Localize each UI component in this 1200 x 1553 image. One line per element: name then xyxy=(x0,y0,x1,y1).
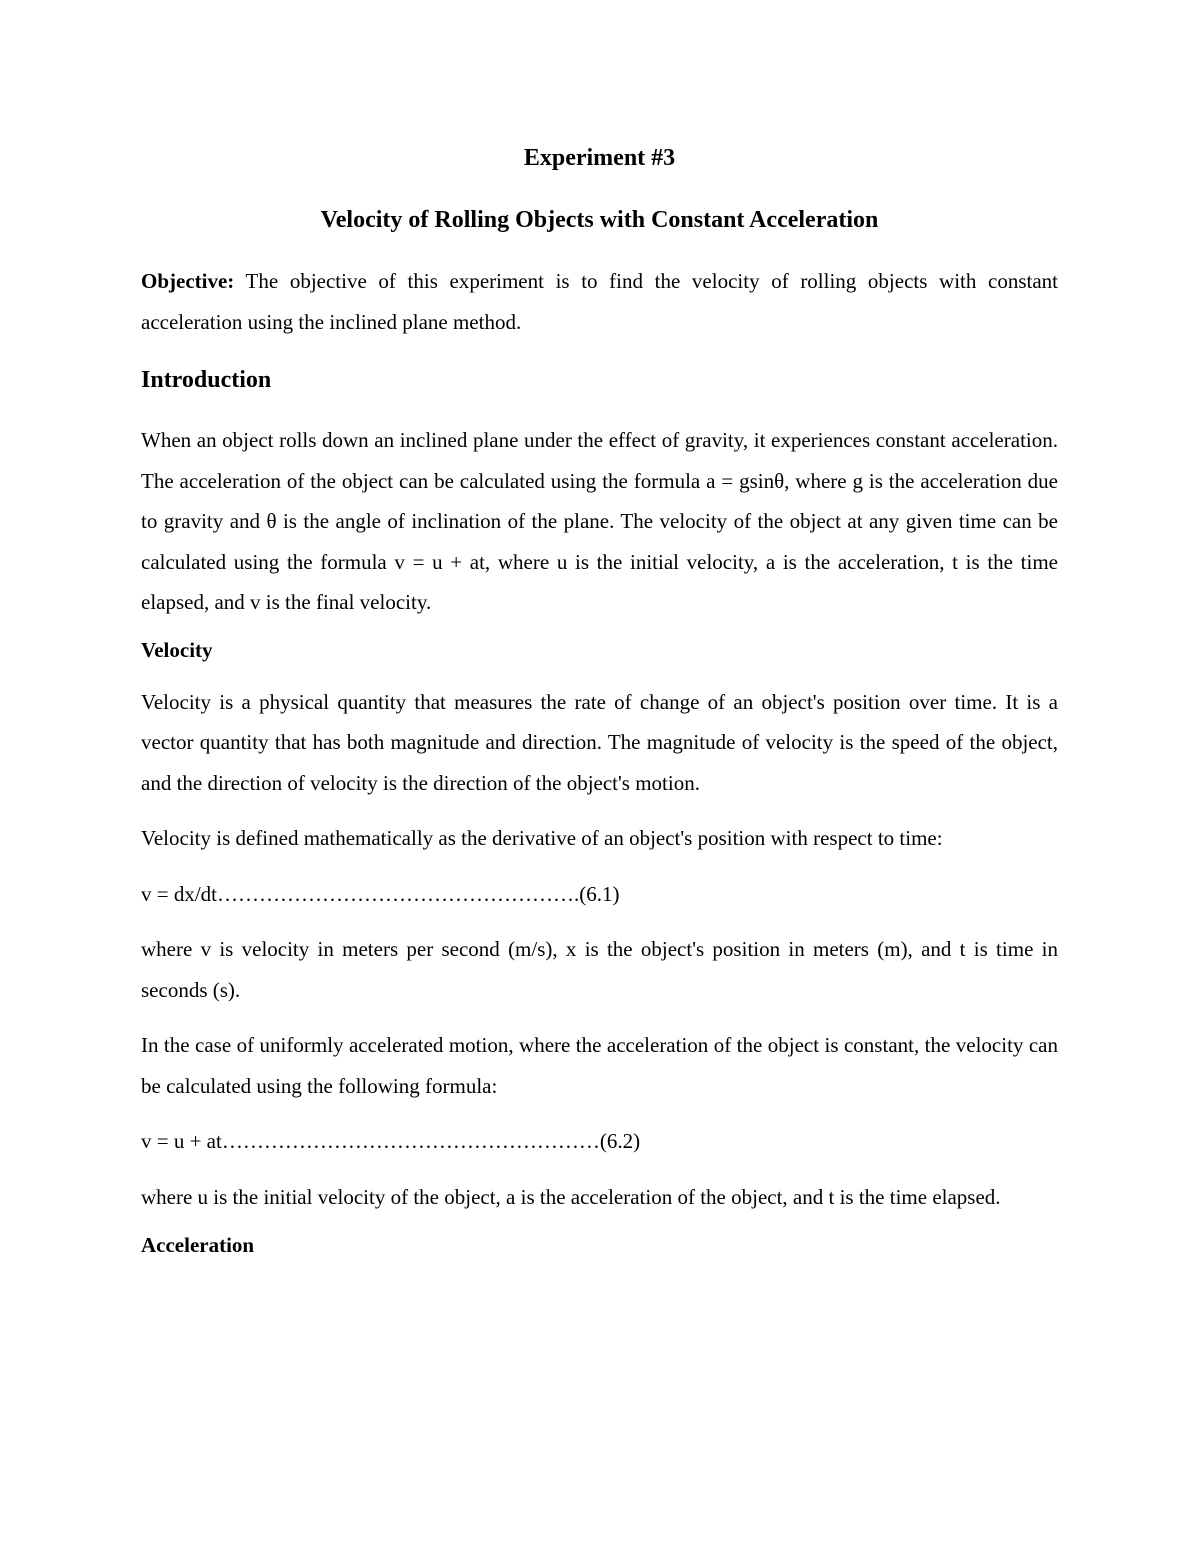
uniform-motion-paragraph: In the case of uniformly accelerated motion, where the acceleration of the object is constant, the velocity can be calculated using the following formula: xyxy=(141,1033,1058,1098)
objective-text: The objective of this experiment is to find the velocity of rolling objects with constant acceleration using the inclined plane method. xyxy=(141,269,1058,334)
objective-paragraph xyxy=(141,261,1058,342)
document-title: Experiment #3 xyxy=(523,145,676,171)
equation-6-2-explanation: where u is the initial velocity of the object, a is the acceleration of the object, and t is the time elapsed. xyxy=(141,1184,1001,1209)
document-subtitle: Velocity of Rolling Objects with Constant Acceleration xyxy=(320,207,879,233)
equation-6-1-explanation: where v is velocity in meters per second (m/s), x is the object's position in meters (m), and t is time in seconds (s). xyxy=(141,937,1058,1002)
document-content xyxy=(141,140,1058,1260)
equation-6-2: v = u + at………………………………………………(6.2) xyxy=(141,1129,641,1153)
velocity-paragraph-2: Velocity is defined mathematically as the derivative of an object's position with respect to time: xyxy=(141,826,943,850)
velocity-paragraph-1: Velocity is a physical quantity that measures the rate of change of an object's position over time. It is a vector quantity that has both magnitude and direction. The magnitude of velocity is the speed of the object, and the direction of velocity is the direction of the object's motion. xyxy=(141,689,1058,795)
velocity-heading: Velocity xyxy=(141,637,213,662)
objective-label: Objective: xyxy=(141,269,235,293)
acceleration-heading: Acceleration xyxy=(141,1233,255,1257)
equation-6-1: v = dx/dt…………………………………………….(6.1) xyxy=(141,881,620,906)
introduction-paragraph: When an object rolls down an inclined plane under the effect of gravity, it experiences constant acceleration. The acceleration of the object can be calculated using the formula a = gsinθ, where g is the acceleration due to gravity and θ is the angle of inclination of the plane. The velocity of the object at any given time can be calculated using the formula v = u + at, where u is the initial velocity, a is the acceleration, t is the time elapsed, and v is the final velocity. xyxy=(141,428,1058,614)
introduction-heading: Introduction xyxy=(141,367,272,393)
